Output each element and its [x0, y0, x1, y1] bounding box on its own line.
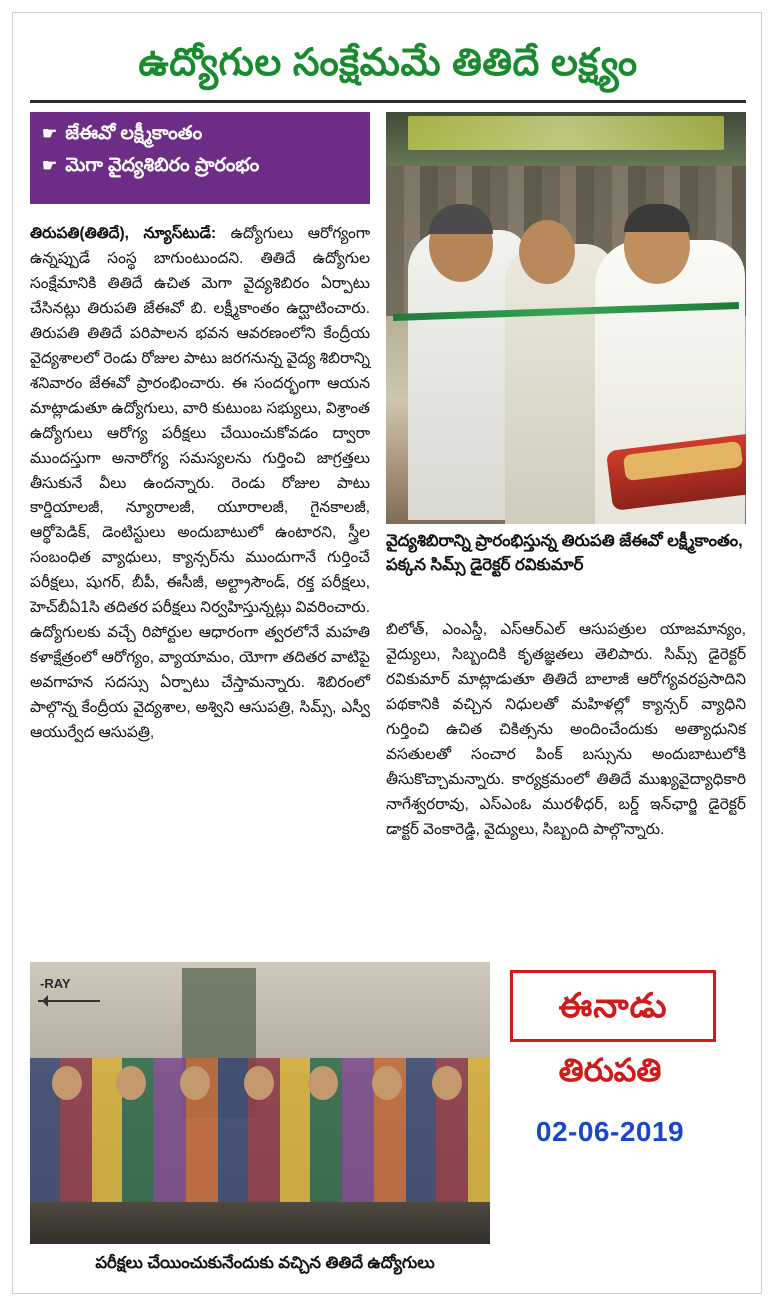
- photo-person-head: [244, 1066, 274, 1100]
- photo-caption-top: వైద్యశిబిరాన్ని ప్రారంభిస్తున్న తిరుపతి జేఈవో లక్ష్మీకాంతం, పక్కన సిమ్స్ డైరెక్టర్ రవికుమార్: [386, 532, 743, 574]
- photo-caption-bottom: పరీక్షలు చేయించుకునేందుకు వచ్చిన తితిదే ఉద్యోగులు: [95, 1254, 435, 1272]
- photo-person-head: [52, 1066, 82, 1100]
- ribbon-cutting-photo: [386, 112, 746, 524]
- article-body-left: ఉద్యోగులు ఆరోగ్యంగా ఉన్నప్పుడే సంస్థ బాగుంటుందని. తితిదే ఉద్యోగుల సంక్షేమానికి తితిదే ఉచిత మెగా వైద్యశిబిరం ఏర్పాటు చేసినట్లు తిరుపతి జేఈవో బి. లక్ష్మీకాంతం ఉద్ఘాటించారు. తిరుపతి తితిదే పరిపాలన భవన ఆవరణంలోని కేంద్రీయ వైద్యశాలలో రెండు రోజుల పాటు జరగనున్న వైద్య శిబిరాన్ని శనివారం జేఈవో ప్రారంభించారు. ఈ సందర్భంగా ఆయన మాట్లాడుతూ ఉద్యోగులు, వారి కుటుంబ సభ్యులు, విశ్రాంత ఉద్యోగులు ఆరోగ్య పరీక్షలు చేయించుకోవడం ద్వారా ముందస్తుగా అనారోగ్య సమస్యలను గుర్తించి జాగ్రత్తలు తీసుకునే వీలు ఉందన్నారు. రెండు రోజుల పాటు కార్డియాలజీ, న్యూరాలజీ, యూరాలజీ, గైనకాలజీ, ఆర్థోపెడిక్, డెంటిస్టులు అందుబాటులో ఉంటారని, స్త్రీల సంబంధిత వ్యాధులు, క్యాన్సర్‌ను ముందుగానే గుర్తించే పరీక్షలు, షుగర్, బీపీ, ఈసీజీ, అల్ట్రాసౌండ్, రక్త పరీక్షలు, హెచ్‌బీఏ1సి తదితర పరీక్షలు నిర్వహిస్తున్నట్లు వివరించారు. ఉద్యోగులకు వచ్చే రిపోర్టుల ఆధారంగా త్వరలోనే మహతి కళాక్షేత్రంలో ఆరోగ్యం, వ్యాయామం, యోగా తదితర వాటిపై అవగాహన సదస్సు ఏర్పాటు చేస్తామన్నారు. శిబిరంలో పాల్గొన్న కేంద్రీయ వైద్యశాల, అశ్విని ఆసుపత్రి, సిమ్స్, ఎస్వీ ఆయుర్వేద ఆసుపత్రి,: [30, 225, 370, 742]
- photo-person-head: [372, 1066, 402, 1100]
- photo-person-head: [180, 1066, 210, 1100]
- waiting-patients-photo: [30, 962, 490, 1244]
- photo-person-head: [116, 1066, 146, 1100]
- highlights-box: [30, 112, 370, 204]
- photo-banner: [408, 116, 725, 150]
- xray-sign-label: -RAY: [40, 976, 71, 991]
- article-column-left: [30, 222, 370, 952]
- photo-wall: [30, 962, 490, 1072]
- highlight-item-1: [42, 122, 362, 146]
- photo-person-head: [308, 1066, 338, 1100]
- edition-name: తిరుపతి: [558, 1051, 662, 1088]
- direction-arrow-icon: [38, 1000, 100, 1002]
- highlight-label-2: మెగా వైద్యశిబిరం ప్రారంభం: [65, 154, 260, 176]
- publication-date: 02-06-2019: [535, 1116, 685, 1147]
- highlight-item-2: [42, 154, 362, 178]
- bullet-marker-icon: ☛: [42, 156, 58, 176]
- masthead-title: ఈనాడు: [558, 987, 668, 1025]
- photo-person-head-3: [519, 220, 575, 284]
- masthead-logo: [510, 970, 716, 1042]
- photo-person-head: [432, 1066, 462, 1100]
- photo-chair-row: [30, 1202, 490, 1244]
- highlight-label-1: జేఈవో లక్ష్మీకాంతం: [65, 123, 203, 144]
- bullet-marker-icon: ☛: [42, 124, 58, 144]
- article-column-right: బిలోత్, ఎంఎస్డీ, ఎస్ఆర్ఎల్ ఆసుపత్రుల యాజమాన్యం, వైద్యులు, సిబ్బందికి కృతజ్ఞతలు తెలిపారు. సిమ్స్ డైరెక్టర్ రవికుమార్ మాట్లాడుతూ తితిదే బాలాజీ ఆరోగ్యవరప్రసాదిని పథకానికి వచ్చిన నిధులతో మహిళల్లో క్యాన్సర్ వ్యాధిని గుర్తించి ఉచిత చికిత్సను అందించేందుకు అత్యాధునిక వసతులతో సంచార పింక్ బస్సును అందుబాటులోకి తీసుకొచ్చామన్నారు. కార్యక్రమంలో తితిదే ముఖ్యవైద్యాధికారి నాగేశ్వరరావు, ఎస్ఎంఓ మురళీధర్, బర్డ్ ఇన్‌ఛార్జి డైరెక్టర్ డాక్టర్ వెంకారెడ్డి, వైద్యులు, సిబ్బంది పాల్గొన్నారు.: [386, 621, 746, 838]
- page-title: ఉద్యోగుల సంక్షేమమే తితిదే లక్ష్యం: [138, 42, 638, 85]
- headline-divider: [30, 100, 746, 103]
- article-dateline: తిరుపతి(తితిదే), న్యూస్‌టుడే:: [30, 225, 217, 242]
